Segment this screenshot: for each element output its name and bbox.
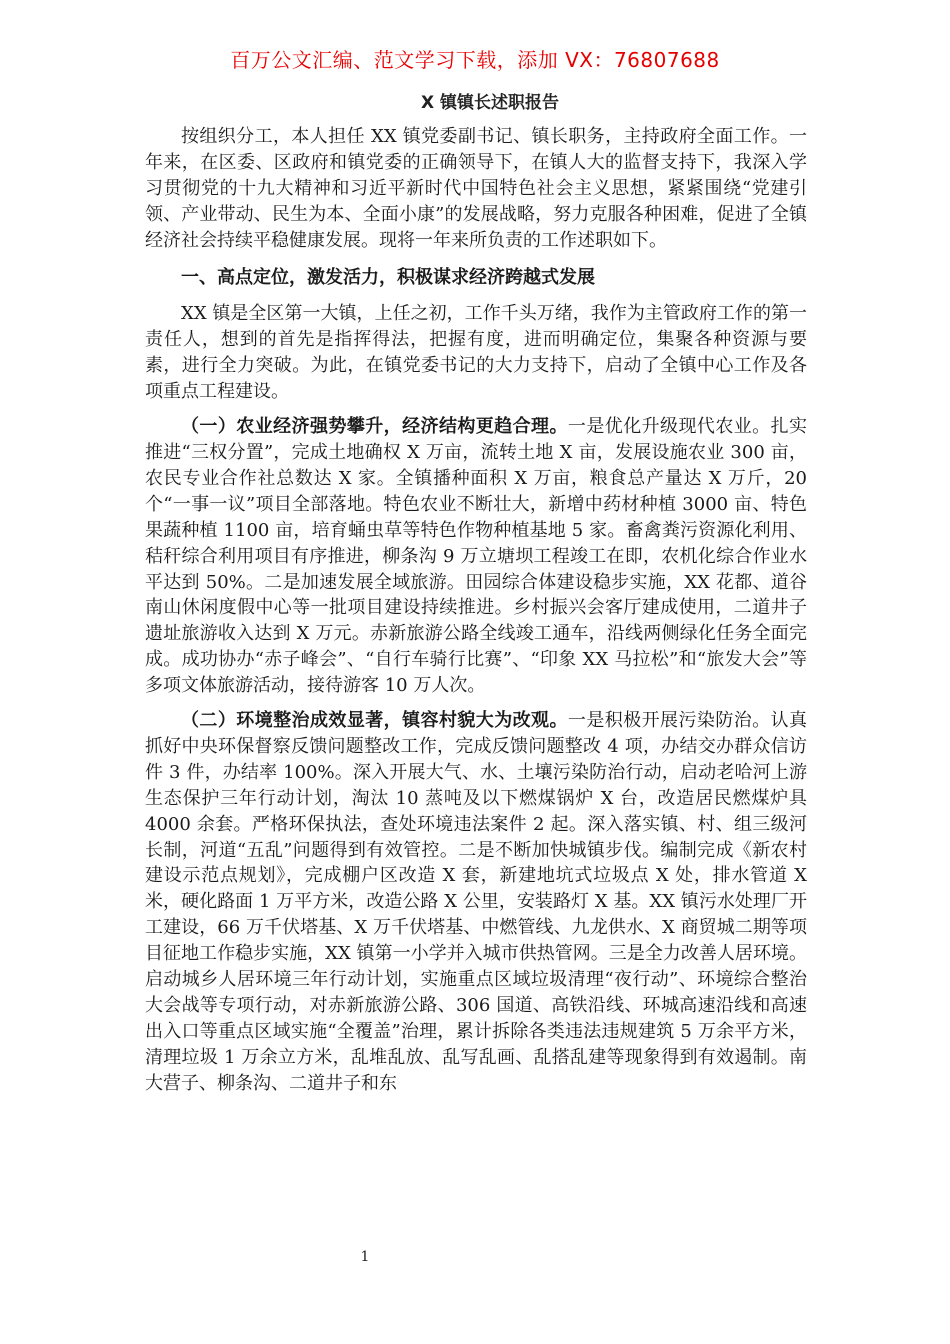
promo-banner: 百万公文汇编、范文学习下载，添加 VX：76807688	[230, 48, 720, 72]
subsection-text-1: 一是优化升级现代农业。扎实推进“三权分置”，完成土地确权 X 万亩，流转土地 X 亩，发展设施农业 300 亩，农民专业合作社总数达 X 家。全镇播种面积 X 万亩，粮食总产量达 X 万斤，20 个“一事一议”项目全部落地。特色农业不断壮大，新增中药材种植 3000 亩、特色果蔬种植 1100 亩，培育蛹虫草等特色作物种植基地 5 家。畜禽粪污资源化利用、秸秆综合利用项目有序推进，柳条沟 9 万立塘坝工程竣工在即，农机化综合作业水平达到 50%。二是加速发展全域旅游。田园综合体建设稳步实施，XX 花都、道谷南山休闲度假中心等一批项目建设持续推进。乡村振兴会客厅建成使用，二道井子遗址旅游收入达到 X 万元。赤新旅游公路全线竣工通车，沿线两侧绿化任务全面完成。成功协办“赤子峰会”、“自行车骑行比赛”、“印象 XX 马拉松”和“旅发大会”等多项文体旅游活动，接待游客 10 万人次。	[145, 416, 808, 697]
section-paragraph: XX 镇是全区第一大镇，上任之初，工作千头万绪，我作为主管政府工作的第一责任人，想到的首先是指挥得法，把握有度，进而明确定位，集聚各种资源与要素，进行全力突破。为此，在镇党委书记的大力支持下，启动了全镇中心工作及各项重点工程建设。	[145, 303, 807, 403]
intro-paragraph: 按组织分工，本人担任 XX 镇党委副书记、镇长职务，主持政府全面工作。一年来，在区委、区政府和镇党委的正确领导下，在镇人大的监督支持下，我深入学习贯彻党的十九大精神和习近平新时代中国特色社会主义思想，紧紧围绕“党建引领、产业带动、民生为本、全面小康”的发展战略，努力克服各种困难，促进了全镇经济社会持续平稳健康发展。现将一年来所负责的工作述职如下。	[145, 126, 807, 251]
document-title: X 镇镇长述职报告	[420, 93, 560, 113]
subsection-heading-2: （二）环境整治成效显著，镇容村貌大为改观。	[181, 710, 568, 732]
subsection-text-2: 一是积极开展污染防治。认真抓好中央环保督察反馈问题整改工作，完成反馈问题整改 4 项，办结交办群众信访件 3 件，办结率 100%。深入开展大气、水、土壤污染防治行动，启动老哈河上游生态保护三年行动计划，淘汰 10 蒸吨及以下燃煤锅炉 X 台，改造居民燃煤炉具 4000 余套。严格环保执法，查处环境违法案件 2 起。深入落实镇、村、组三级河长制，河道“五乱”问题得到有效管控。二是不断加快城镇步伐。编制完成《新农村建设示范点规划》，完成棚户区改造 X 套，新建地坑式垃圾点 X 处，排水管道 X 米，硬化路面 1 万平方米，改造公路 X 公里，安装路灯 X 基。XX 镇污水处理厂开工建设，66 万千伏塔基、X 万千伏塔基、中燃管线、九龙供水、X 商贸城二期等项目征地工作稳步实施，XX 镇第一小学并入城市供热管网。三是全力改善人居环境。启动城乡人居环境三年行动计划，实施重点区域垃圾清理“夜行动”、环境综合整治大会战等专项行动，对赤新旅游公路、306 国道、高铁沿线、环城高速沿线和高速出入口等重点区域实施“全覆盖”治理，累计拆除各类违法违规建筑 5 万余平方米，清理垃圾 1 万余立方米，乱堆乱放、乱写乱画、乱搭乱建等现象得到有效遏制。南大营子、柳条沟、二道井子和东	[145, 710, 808, 1094]
document-body	[145, 124, 807, 1097]
subsection-heading-1: （一）农业经济强势攀升，经济结构更趋合理。	[181, 416, 568, 438]
page-number: 1	[360, 1249, 370, 1265]
subsection-paragraph-2	[145, 708, 807, 1097]
section-heading: 一、高点定位，激发活力，积极谋求经济跨越式发展	[181, 266, 595, 288]
subsection-paragraph-1	[145, 414, 807, 699]
